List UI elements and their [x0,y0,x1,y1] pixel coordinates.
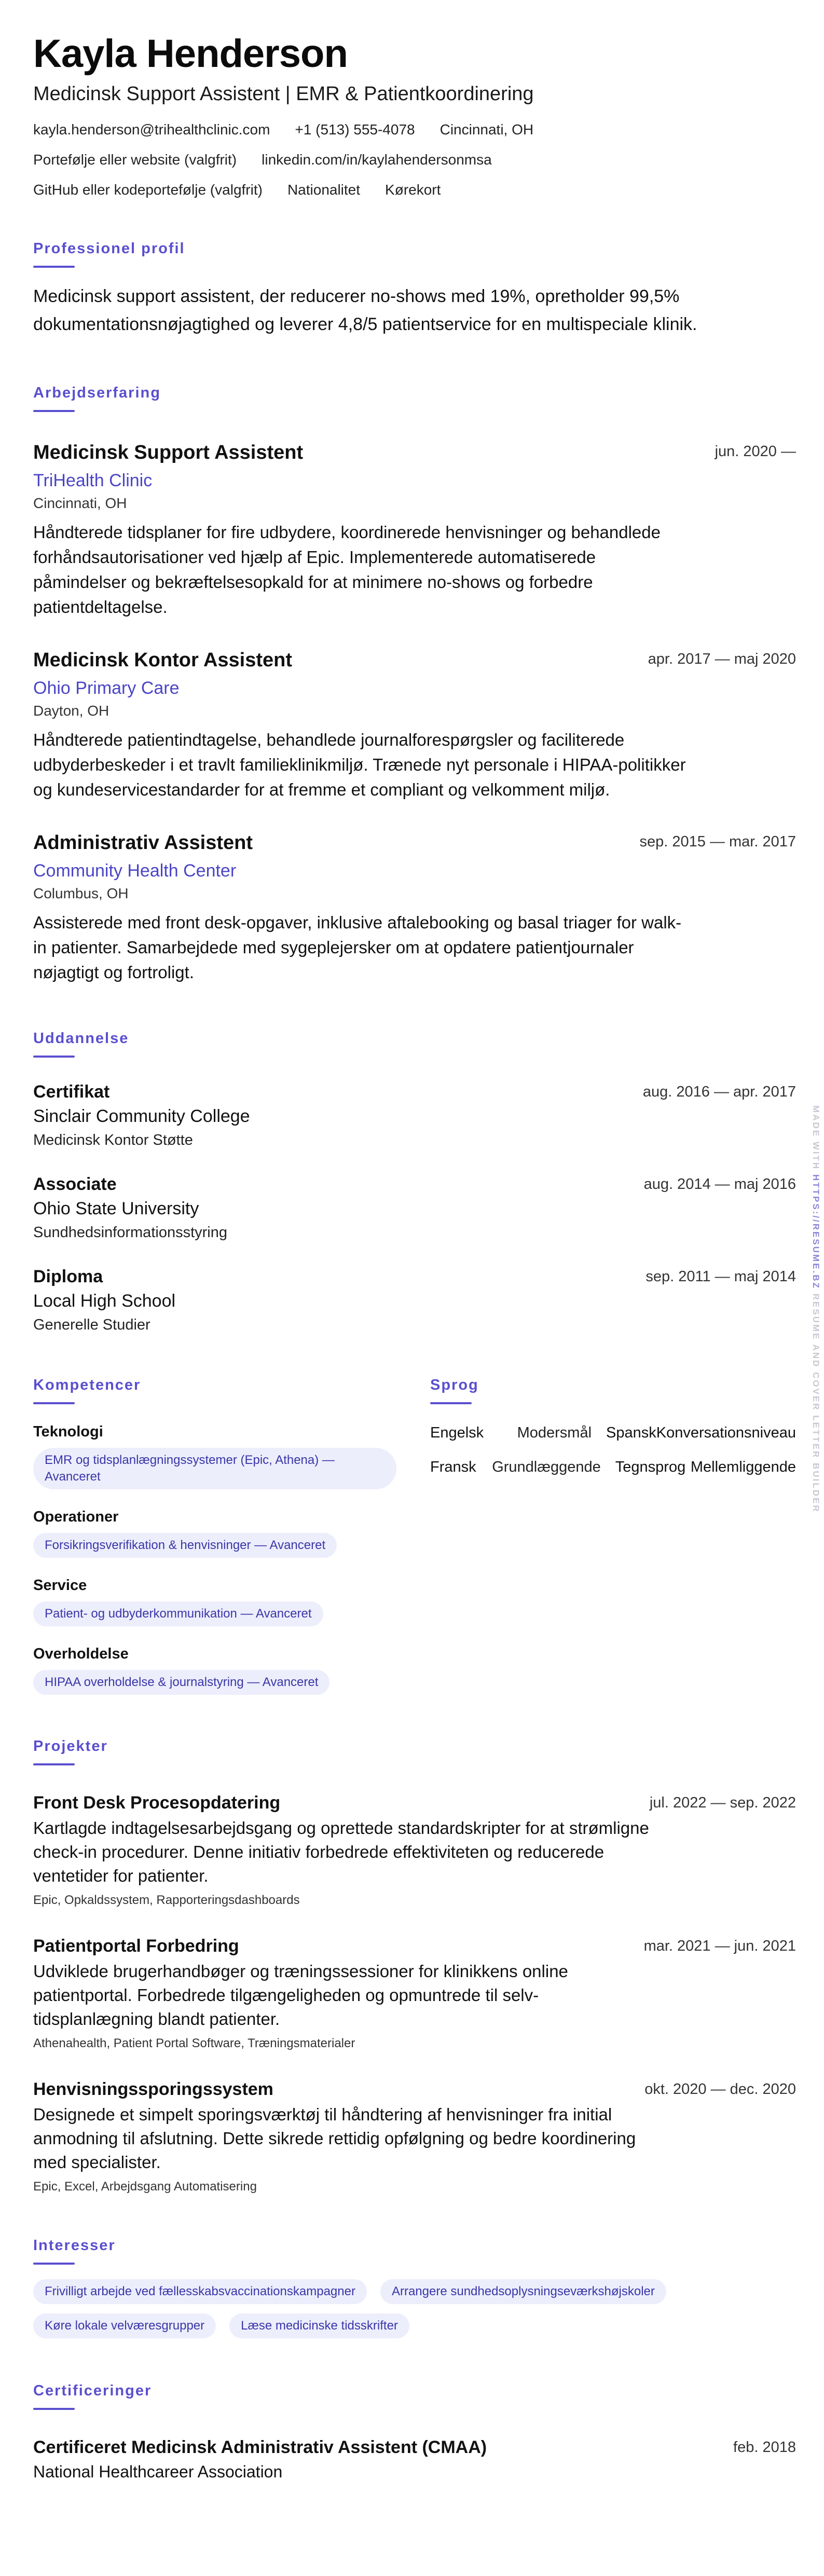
job-description: Håndterede patientindtagelse, behandlede journalforespørgsler og faciliterede udbyderbeskeder i et travlt familieklinikmiljø. Trænede nyt personale i HIPAA-politikker og kundeservicestandarder for at fremme et compliant og velkomment miljø. [33,730,686,799]
job-company: Ohio Primary Care [33,678,180,698]
project-tools: Epic, Opkaldssystem, Rapporteringsdashboards [33,1893,300,1907]
skill-chip: Patient- og udbyderkommunikation — Avanceret [33,1601,323,1626]
language-level: Konversationsniveau [656,1424,796,1441]
project-title: Henvisningssporingssystem [33,2079,273,2099]
contact-website[interactable]: Portefølje eller website (valgfrit) [33,152,237,168]
education-date: aug. 2014 — maj 2016 [643,1176,796,1193]
interest-chip: Frivilligt arbejde ved fællesskabsvaccinationskampagner [33,2279,367,2304]
section-divider [33,2408,75,2410]
education-study: Generelle Studier [33,1317,150,1333]
projects-section [33,1736,796,2195]
job-entry [33,440,796,620]
project-entry [33,2078,796,2195]
experience-section [33,383,796,985]
certifications-section [33,2381,796,2483]
certification-issuer: National Healthcareer Association [33,2462,283,2481]
skill-chip: EMR og tidsplanlægningssystemer (Epic, Athena) — Avanceret [33,1448,396,1489]
education-institution: Local High School [33,1291,176,1311]
contact-nationality: Nationalitet [287,182,361,198]
section-heading-skills: Kompetencer [33,1377,141,1393]
project-tools: Athenahealth, Patient Portal Software, Træningsmaterialer [33,2036,355,2050]
job-entry [33,648,796,802]
education-entry [33,1080,796,1150]
contact-linkedin[interactable]: linkedin.com/in/kaylahendersonmsa [262,152,492,168]
contact-driving-license: Kørekort [385,182,441,198]
job-title: Administrativ Assistent [33,832,253,854]
education-institution: Sinclair Community College [33,1106,250,1126]
contact-location: Cincinnati, OH [440,121,534,138]
section-divider [33,266,75,268]
education-section [33,1029,796,1335]
language-row [430,1457,796,1477]
language-level: Grundlæggende [492,1459,601,1475]
education-entry [33,1173,796,1242]
skill-group-label: Operationer [33,1509,119,1525]
contact-email[interactable]: kayla.henderson@trihealthclinic.com [33,121,270,138]
job-date: sep. 2015 — mar. 2017 [639,833,796,850]
certification-title: Certificeret Medicinsk Administrativ Assistent (CMAA) [33,2437,487,2457]
contact-github[interactable]: GitHub eller kodeportefølje (valgfrit) [33,182,263,198]
project-date: mar. 2021 — jun. 2021 [643,1938,796,1954]
profile-section [33,239,796,338]
job-description: Håndterede tidsplaner for fire udbydere, koordinerede henvisninger og behandlede forhåndsautorisationer ved hjælp af Epic. Implementerede automatiserede påmindelser og bekræftelsesopkald for at minimere no-shows og forbedre patientdeltagelse. [33,523,661,616]
education-entry [33,1265,796,1335]
job-location: Cincinnati, OH [33,495,127,511]
builder-watermark-text: MADE WITH HTTPS://RESUME.BZ RESUME AND COVER LETTER BUILDER [811,1105,821,1513]
language-name: Spansk [606,1424,656,1441]
skill-group [33,1422,430,1489]
language-level: Mellemliggende [690,1459,796,1475]
certification-entry [33,2436,796,2483]
language-row [430,1423,796,1443]
job-company: TriHealth Clinic [33,471,153,490]
project-title: Front Desk Procesopdatering [33,1793,281,1813]
languages-section [430,1375,796,1695]
certification-date: feb. 2018 [733,2439,796,2456]
job-description: Assisterede med front desk-opgaver, inklusive aftalebooking og basal triager for walk-in patienter. Samarbejdede med sygeplejersker om at opdatere patientjournaler nøjagtigt og fortroligt. [33,913,682,982]
job-title: Medicinsk Support Assistent [33,442,304,463]
education-degree: Diploma [33,1267,103,1286]
job-location: Columbus, OH [33,885,129,901]
builder-link[interactable]: HTTPS://RESUME.BZ [811,1174,821,1290]
project-date: okt. 2020 — dec. 2020 [644,2081,796,2098]
job-date: apr. 2017 — maj 2020 [648,651,796,667]
skill-chip: HIPAA overholdelse & journalstyring — Avanceret [33,1670,329,1695]
project-description: Designede et simpelt sporingsværktøj til håndtering af henvisninger fra initial anmodning til afslutning. Dette sikrede rettidig opfølgning og bedre koordinering med specialister. [33,2105,636,2172]
contact-list [33,120,682,199]
language-name: Engelsk [430,1424,484,1441]
skill-group [33,1507,430,1558]
candidate-name: Kayla Henderson [33,32,348,76]
job-date: jun. 2020 — [715,443,796,460]
job-location: Dayton, OH [33,703,109,719]
interest-list [33,2279,775,2338]
section-divider [33,1763,75,1765]
skill-group-label: Service [33,1577,87,1594]
section-heading-projects: Projekter [33,1738,108,1755]
language-level: Modersmål [517,1424,592,1441]
resume-page [33,0,796,2483]
interest-chip: Læse medicinske tidsskrifter [229,2313,409,2338]
project-entry [33,1791,796,1909]
project-description: Kartlagde indtagelsesarbejdsgang og oprettede standardskripter for at strømligne check-in procedurer. Denne initiativ forbedrede effektiviteten og reducerede ventetider for patienter. [33,1818,649,1885]
project-tools: Epic, Excel, Arbejdsgang Automatisering [33,2180,257,2194]
section-divider [33,1402,75,1404]
education-degree: Associate [33,1174,117,1194]
education-date: aug. 2016 — apr. 2017 [642,1084,796,1100]
contact-phone[interactable]: +1 (513) 555-4078 [295,121,415,138]
language-name: Tegnsprog [615,1459,686,1475]
education-institution: Ohio State University [33,1199,199,1218]
education-date: sep. 2011 — maj 2014 [646,1268,796,1285]
section-heading-languages: Sprog [430,1377,479,1393]
section-divider [33,2263,75,2265]
project-description: Udviklede brugerhandbøger og træningssessioner for klinikkens online patientportal. Forbedrede tilgængeligheden og opmuntrede til selv-tidsplanlægning blandt patienter. [33,1962,568,2029]
section-divider [430,1402,472,1404]
project-entry [33,1935,796,2052]
skills-languages-row [33,1375,796,1695]
skill-group [33,1644,430,1695]
builder-watermark [809,1105,822,1552]
interest-chip: Arrangere sundhedsoplysningseværkshøjskoler [380,2279,666,2304]
section-heading-certifications: Certificeringer [33,2382,152,2399]
section-heading-interests: Interesser [33,2237,116,2254]
project-title: Patientportal Forbedring [33,1936,239,1956]
section-divider [33,1056,75,1058]
skills-section [33,1375,430,1695]
education-study: Medicinsk Kontor Støtte [33,1132,193,1148]
project-date: jul. 2022 — sep. 2022 [649,1794,796,1811]
skill-group-label: Overholdelse [33,1646,129,1662]
section-divider [33,410,75,412]
section-heading-profile: Professionel profil [33,240,185,257]
job-title: Medicinsk Kontor Assistent [33,649,293,671]
skill-group [33,1575,430,1626]
section-heading-education: Uddannelse [33,1030,129,1047]
education-study: Sundhedsinformationsstyring [33,1224,227,1241]
skill-group-label: Teknologi [33,1423,103,1440]
job-company: Community Health Center [33,861,237,881]
job-entry [33,830,796,985]
section-heading-experience: Arbejdserfaring [33,385,161,401]
interest-chip: Køre lokale velværesgrupper [33,2313,216,2338]
interests-section [33,2236,796,2338]
education-degree: Certifikat [33,1082,110,1102]
candidate-title: Medicinsk Support Assistent | EMR & Patientkoordinering [33,83,534,105]
profile-summary: Medicinsk support assistent, der reducerer no-shows med 19%, opretholder 99,5% dokumentationsnøjagtighed og leverer 4,8/5 patientservice for en multispeciale klinik. [33,286,697,334]
language-name: Fransk [430,1459,476,1475]
skill-chip: Forsikringsverifikation & henvisninger — Avanceret [33,1533,337,1558]
